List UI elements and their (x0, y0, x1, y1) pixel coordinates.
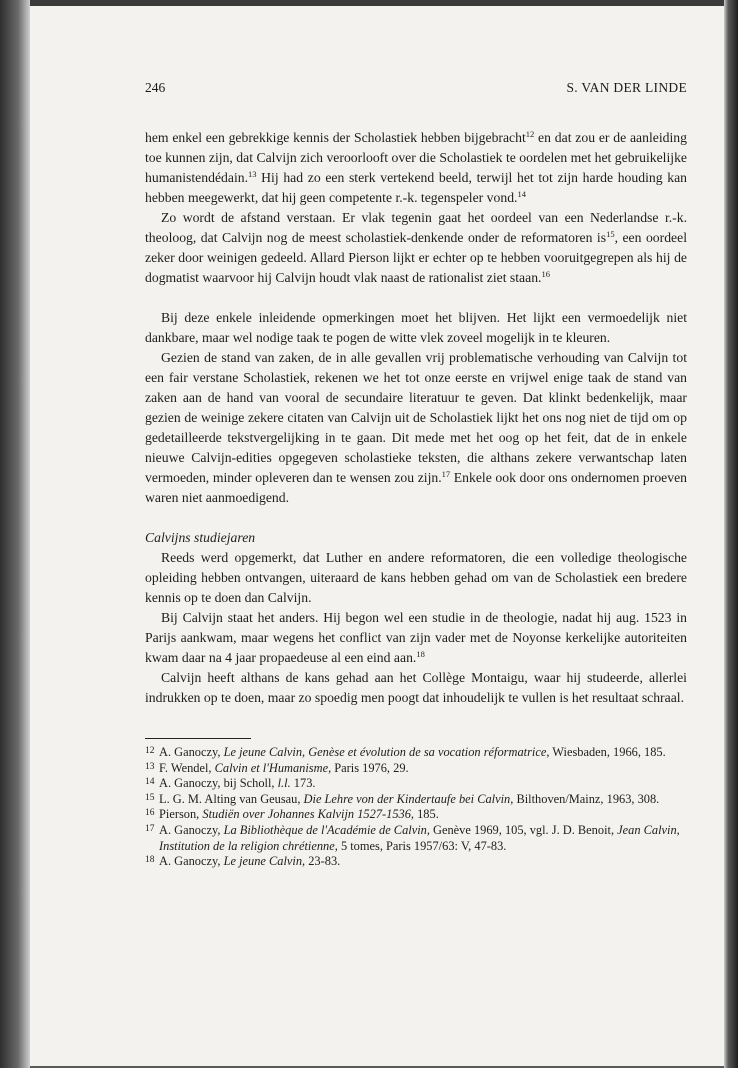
footnote-ref: 15 (606, 229, 615, 239)
text-run: Calvijn heeft althans de kans gehad aan het Collège Montaigu, waar hij studeerde, allerlei indrukken op te doen, maar zo spoedig men poogt dat inhoudelijk te vullen is het resultaat schraal. (145, 670, 687, 705)
footnote-number: 18 (145, 855, 155, 866)
text-run: Enkele ook door ons ondernomen proeven waren niet aanmoedigend. (145, 470, 688, 505)
footnote-ref: 12 (525, 129, 535, 139)
footnote-rule (145, 738, 251, 739)
footnote-number: 12 (145, 746, 155, 756)
footnote (145, 792, 687, 808)
text-run: Genève 1969, 105, vgl. J. D. Benoit, (429, 822, 618, 837)
page-header (145, 80, 687, 98)
paragraphs-intro (145, 128, 687, 508)
paragraph (145, 348, 687, 508)
text-run: 23-83. (305, 854, 341, 869)
footnote (145, 854, 687, 870)
footnote (145, 745, 687, 761)
italic-text: l.l. (277, 776, 291, 791)
text-run: F. Wendel, (159, 760, 215, 775)
text-run: Hij had zo een sterk vertekend beeld, terwijl het tot zijn harde houding kan hebben meegewerkt, dat hij geen competente r.-k. tegenspeler vond. (145, 170, 687, 205)
text-run: A. Ganoczy, bij Scholl, (159, 776, 278, 791)
document-page (30, 6, 724, 1066)
text-run: A. Ganoczy, (159, 745, 224, 759)
section-heading: Calvijns studiejaren (145, 530, 256, 545)
text-run: L. G. M. Alting van Geusau, (159, 791, 304, 806)
text-run: Wiesbaden, 1966, 185. (549, 745, 666, 759)
scan-border-left (0, 0, 30, 1068)
footnote-ref: 18 (416, 649, 425, 659)
paragraph (145, 608, 687, 668)
italic-text: Jean Calvin, Institution de la religion chrétienne, (159, 822, 680, 853)
text-run: Bilthoven/Mainz, 1963, 308. (513, 791, 660, 806)
running-head: S. VAN DER LINDE (566, 80, 687, 95)
footnote-number: 14 (145, 777, 155, 788)
footnote (145, 823, 687, 854)
text-run: Reeds werd opgemerkt, dat Luther en andere reformatoren, die een volledige theologische opleiding hebben ontvangen, uiteraard de kans hebben gehad om van de Scholastiek een bredere kennis op te doen dan Calvijn. (145, 550, 687, 605)
text-run: A. Ganoczy, (159, 854, 224, 869)
italic-text: Die Lehre von der Kindertaufe bei Calvin, (303, 791, 514, 806)
italic-text: Studiën over Johannes Kalvijn 1527-1536, (202, 807, 415, 822)
text-run: 173. (290, 776, 316, 791)
footnotes (145, 745, 687, 870)
italic-text: Le jeune Calvin, Genèse et évolution de sa vocation réformatrice, (223, 745, 550, 759)
italic-text: Calvin et l'Humanisme, (214, 760, 332, 775)
paragraphs-section (145, 548, 687, 708)
paragraph (145, 208, 687, 288)
paragraph (145, 128, 687, 208)
footnote-number: 16 (145, 808, 155, 819)
paragraph (145, 548, 687, 608)
text-run: en dat zou er de aanleiding toe kunnen zijn, dat Calvijn zich veroorlooft over die Scholastiek te oordelen met het gebruikelijke humanistendédain. (145, 130, 687, 185)
text-run: Bij Calvijn staat het anders. Hij begon wel een studie in de theologie, nadat hij aug. 1523 in Parijs aankwam, maar wegens het conflict van zijn vader met de Noyonse kerkelijke autoriteiten kwam daar na 4 jaar propaedeuse al een eind aan. (145, 610, 687, 665)
italic-text: La Bibliothèque de l'Académie de Calvin, (223, 822, 430, 837)
text-run: A. Ganoczy, (159, 822, 224, 837)
text-run: Paris 1976, 29. (331, 760, 409, 775)
body-text (145, 128, 687, 870)
text-run: Bij deze enkele inleidende opmerkingen moet het blijven. Het lijkt een vermoedelijk niet dankbare, maar wel nodige taak te pogen de witte vlek zoveel mogelijk in te kleuren. (145, 310, 687, 345)
text-run: Pierson, (159, 807, 203, 822)
footnote-number: 17 (145, 823, 155, 834)
text-run: Zo wordt de afstand verstaan. Er vlak tegenin gaat het oordeel van een Nederlandse r.-k. theoloog, dat Calvijn nog de meest scholastiek-denkende onder de reformatoren is (145, 210, 687, 245)
footnote (145, 761, 687, 777)
footnote-ref: 17 (441, 469, 451, 479)
text-run: hem enkel een gebrekkige kennis der Scholastiek hebben bijgebracht (145, 130, 526, 145)
footnote (145, 807, 687, 823)
page-number: 246 (145, 80, 166, 95)
footnote (145, 776, 687, 792)
italic-text: Le jeune Calvin, (223, 854, 306, 869)
footnote-ref: 13 (248, 169, 257, 179)
footnote-ref: 16 (541, 269, 550, 279)
paragraph (145, 308, 687, 348)
footnote-number: 13 (145, 761, 155, 772)
scan-border-right (724, 0, 738, 1068)
paragraph (145, 668, 687, 708)
footnote-ref: 14 (517, 189, 526, 199)
text-run: Gezien de stand van zaken, de in alle gevallen vrij problematische verhouding van Calvijn tot een fair verstane Scholastiek, rekenen we het tot onze eerste en vrijwel enige taak de stand van zaken aan de hand van vooral de secundaire literatuur te geven. Dat klinkt bedenkelijk, maar gezien de weinige zekere citaten van Calvijn uit de Scholastiek lijkt het ons nog niet de tijd om op gedetailleerde tekstvergelijking in te gaan. Dit mede met het oog op het feit, dat de in enkele nieuwe Calvijn-edities opgegeven scholastieke teksten, die althans zekere verwantschap laten vermoeden, minder opleveren dan te wensen zou zijn. (145, 350, 687, 485)
text-run: , een oordeel zeker door weinigen gedeeld. Allard Pierson lijkt er echter op te hebben vooruitgegrepen als hij de dogmatist waarvoor hij Calvijn houdt vlak naast de rationalist ziet staan. (145, 230, 687, 285)
footnote-number: 15 (145, 792, 155, 803)
text-run: 185. (414, 807, 439, 822)
text-run: 5 tomes, Paris 1957/63: V, 47-83. (337, 838, 507, 853)
